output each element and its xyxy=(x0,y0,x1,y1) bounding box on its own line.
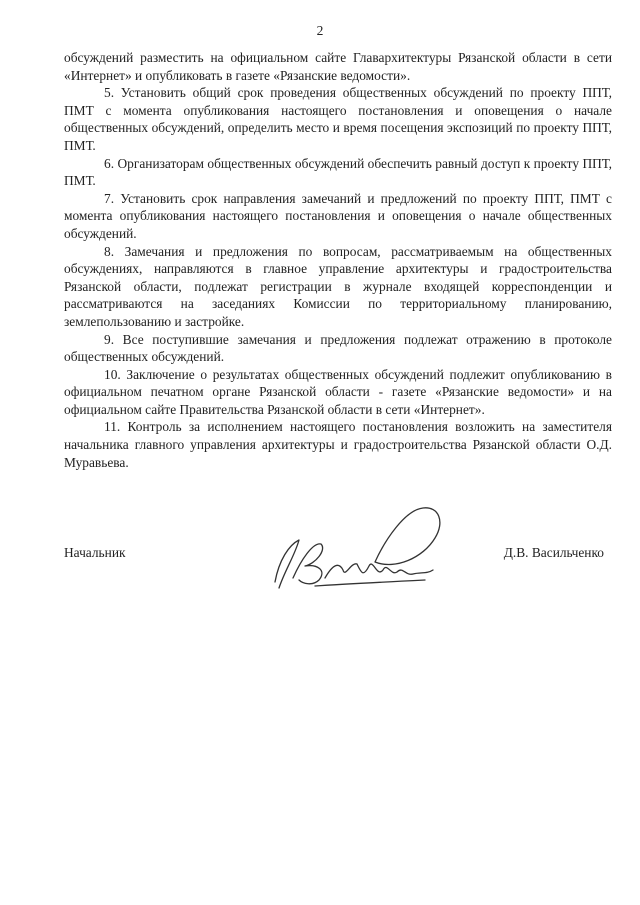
paragraph-item-11: 11. Контроль за исполнением настоящего постановления возложить на заместителя начальника главного управления архитектуры и градостроительства Рязанской области О.Д. Муравьева. xyxy=(64,419,612,470)
paragraph-item-8: 8. Замечания и предложения по вопросам, рассматриваемым на общественных обсуждениях, направляются в главное управление архитектуры и градостроительства Рязанской области, подлежат регистрации в журнале входящей корреспонденции и рассматриваются на заседаниях Комиссии по территориальному планированию, землепользованию и застройке. xyxy=(64,243,612,329)
paragraph-item-6: 6. Организаторам общественных обсуждений обеспечить равный доступ к проекту ППТ, ПМТ. xyxy=(64,155,612,189)
page-number: 2 xyxy=(316,23,324,38)
paragraph-item-10: 10. Заключение о результатах общественных обсуждений подлежит опубликованию в официальном печатном органе Рязанской области - газете «Рязанские ведомости» и на официальном сайте Правительства Рязанской области в сети «Интернет». xyxy=(64,366,612,417)
paragraph-item-5: 5. Установить общий срок проведения общественных обсуждений по проекту ППТ, ПМТ с момента опубликования настоящего постановления и оповещения о начале общественных обсуждений, определить место и время посещения экспозиций по проекту ППТ, ПМТ. xyxy=(64,85,612,153)
signer-name: Д.В. Васильченко xyxy=(503,545,604,560)
signature-block xyxy=(64,545,612,575)
document-body xyxy=(64,49,612,471)
paragraph-item-9: 9. Все поступившие замечания и предложения подлежат отражению в протоколе общественных обсуждений. xyxy=(64,331,612,365)
paragraph-continuation: обсуждений разместить на официальном сайте Главархитектуры Рязанской области в сети «Интернет» и опубликовать в газете «Рязанские ведомости». xyxy=(64,50,612,83)
signer-title: Начальник xyxy=(64,545,126,560)
paragraph-item-7: 7. Установить срок направления замечаний и предложений по проекту ППТ, ПМТ с момента опубликования настоящего постановления и оповещения о начале общественных обсуждений. xyxy=(64,190,612,241)
